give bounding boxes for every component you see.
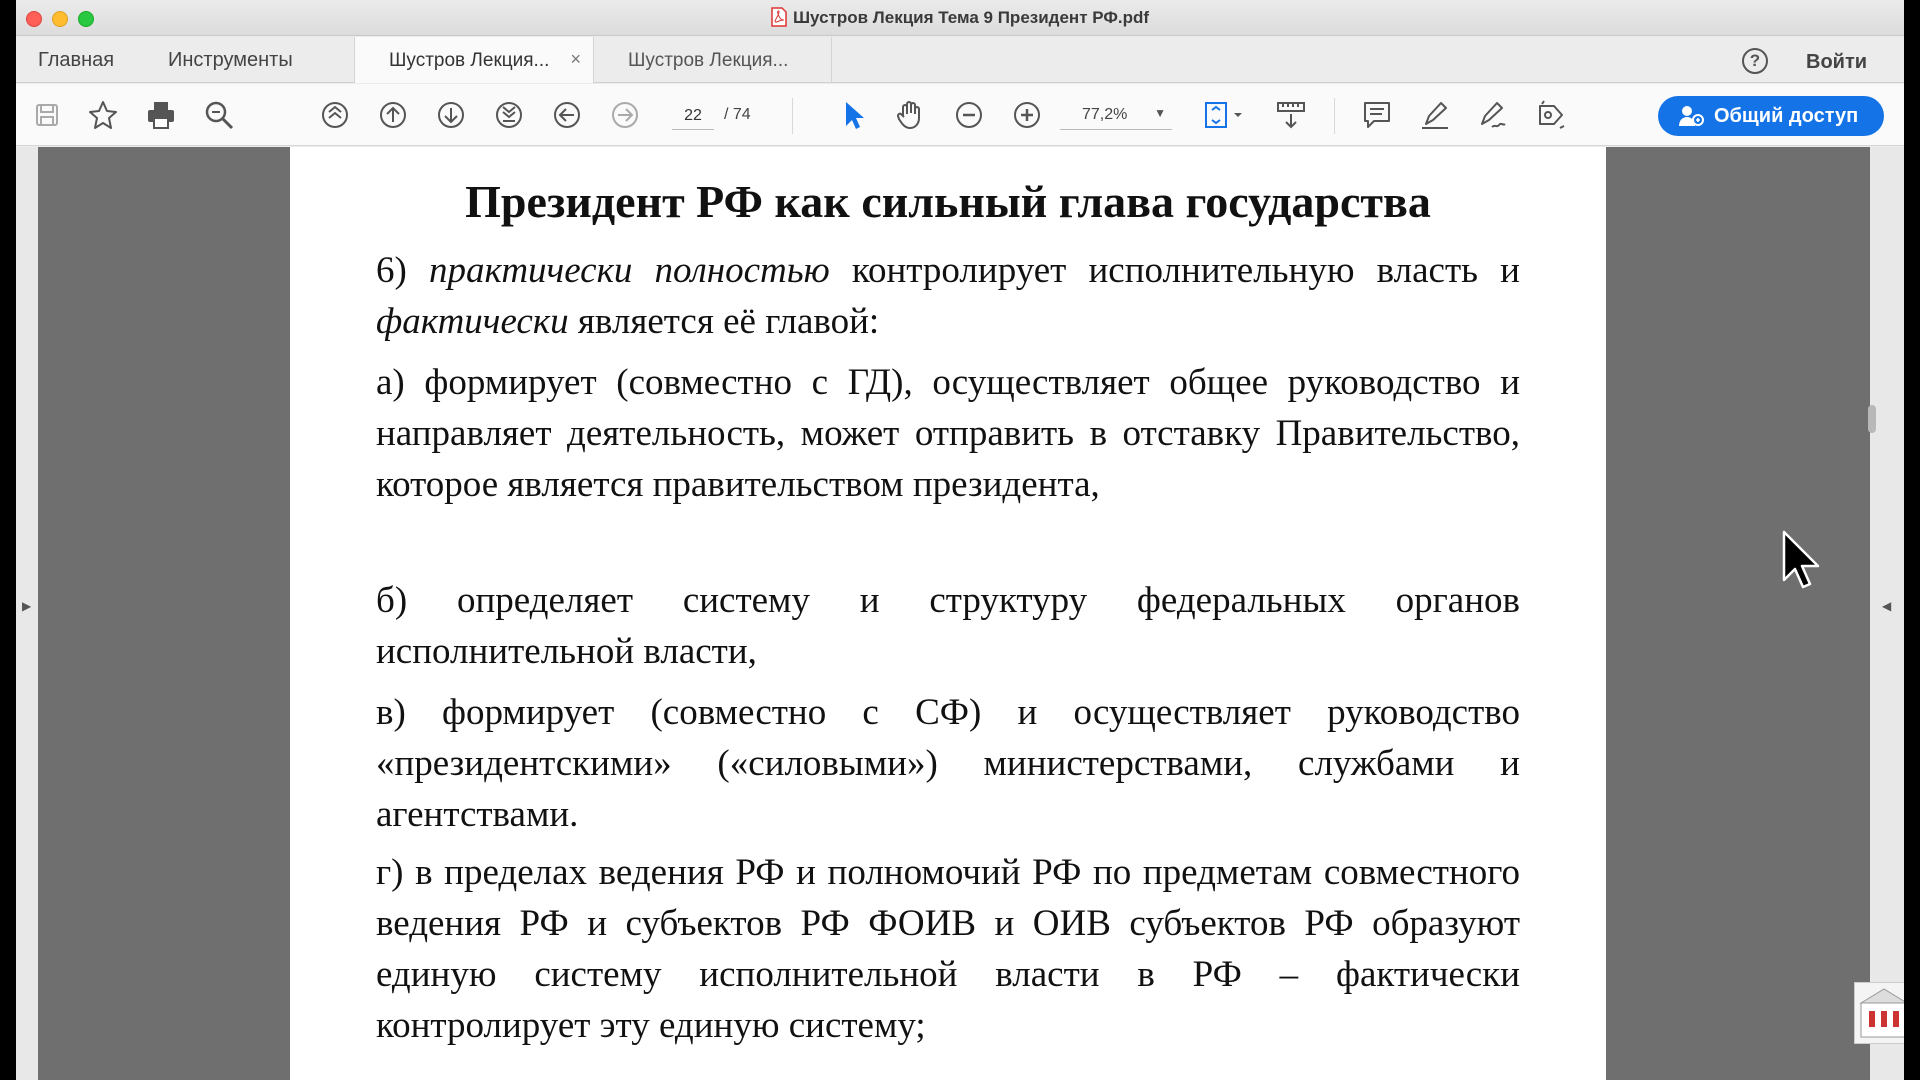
zoom-level-value: 77,2% [1082,106,1128,123]
vertical-scrollbar[interactable] [1868,405,1876,433]
fit-page-icon[interactable] [1202,98,1246,132]
expand-left-icon: ▶ [22,599,32,613]
expand-right-icon: ◀ [1882,599,1892,613]
sign-icon[interactable] [1476,98,1510,132]
tab-label: Шустров Лекция... [628,50,789,71]
hand-tool-icon[interactable] [894,98,928,132]
paragraph-text: контролирует исполнительную власть и [829,250,1520,291]
chevron-down-icon: ▼ [1154,106,1166,120]
share-user-icon [1678,104,1706,128]
mouse-pointer-icon [1782,530,1822,590]
tab-bar [16,37,1904,83]
left-panel-toggle[interactable] [16,147,38,1080]
watermark-logo [1854,982,1904,1044]
acrobat-window [16,0,1904,1080]
select-cursor-icon[interactable] [836,98,870,132]
page-number-input[interactable] [672,102,714,130]
sign-in-button[interactable]: Войти [1806,51,1868,73]
document-viewport[interactable] [16,147,1904,1080]
window-title: Шустров Лекция Тема 9 Президент РФ.pdf [792,8,1150,27]
tab-document-1[interactable] [354,37,594,83]
forward-view-icon[interactable] [608,98,642,132]
send-for-review-icon[interactable] [1534,98,1568,132]
page-heading: Президент РФ как сильный глава государства [465,176,1431,227]
highlight-pen-icon[interactable] [1418,98,1452,132]
comment-icon[interactable] [1360,98,1394,132]
pdf-file-icon [771,7,787,27]
last-page-icon[interactable] [492,98,526,132]
save-icon[interactable] [30,98,64,132]
zoom-in-icon[interactable] [1010,98,1044,132]
close-tab-icon[interactable]: × [570,49,581,69]
paragraph-b: б) определяет систему и структуру федеральных органов исполнительной власти, [376,580,1520,672]
previous-page-icon[interactable] [376,98,410,132]
title-bar [16,0,1904,36]
first-page-icon[interactable] [318,98,352,132]
menu-tools[interactable]: Инструменты [168,49,293,71]
pdf-page [290,147,1606,1080]
tab-document-2[interactable] [594,37,832,83]
zoom-level-select[interactable] [1060,102,1172,130]
emphasis-text: фактически [376,301,569,342]
page-total: / 74 [724,106,751,123]
search-zoom-icon[interactable] [202,98,236,132]
help-icon[interactable]: ? [1742,48,1768,74]
zoom-out-icon[interactable] [952,98,986,132]
scroll-mode-icon[interactable] [1274,98,1308,132]
paragraph-g: г) в пределах ведения РФ и полномочий РФ по предметам совместного ведения РФ и субъектов РФ ФОИВ и ОИВ субъектов РФ образуют единую систему исполнительной власти в РФ – фактически контролирует эту единую систему; [376,852,1520,1046]
bookmark-star-icon[interactable] [86,98,120,132]
toolbar-divider [792,98,793,134]
window-title-wrap [16,7,1904,28]
paragraph-a: а) формирует (совместно с ГД), осуществляет общее руководство и направляет деятельность, может отправить в отставку Правительство, которое является правительством президента, [376,362,1520,505]
tab-label: Шустров Лекция... [389,50,550,71]
right-panel-toggle[interactable] [1870,147,1904,1080]
toolbar [16,84,1904,146]
paragraph-text: является её главой: [568,301,880,342]
back-view-icon[interactable] [550,98,584,132]
share-button[interactable] [1658,96,1884,136]
share-button-label: Общий доступ [1714,105,1859,127]
paragraph-v: в) формирует (совместно с СФ) и осуществляет руководство «президентскими» («силовыми») министерствами, службами и агентствами. [376,692,1520,835]
menu-home[interactable]: Главная [38,49,115,71]
paragraph-text: 6) [376,250,430,291]
next-page-icon[interactable] [434,98,468,132]
emphasis-text: практически полностью [429,250,830,291]
paragraph-6 [376,245,1520,347]
print-icon[interactable] [144,98,178,132]
toolbar-divider [1334,98,1335,134]
